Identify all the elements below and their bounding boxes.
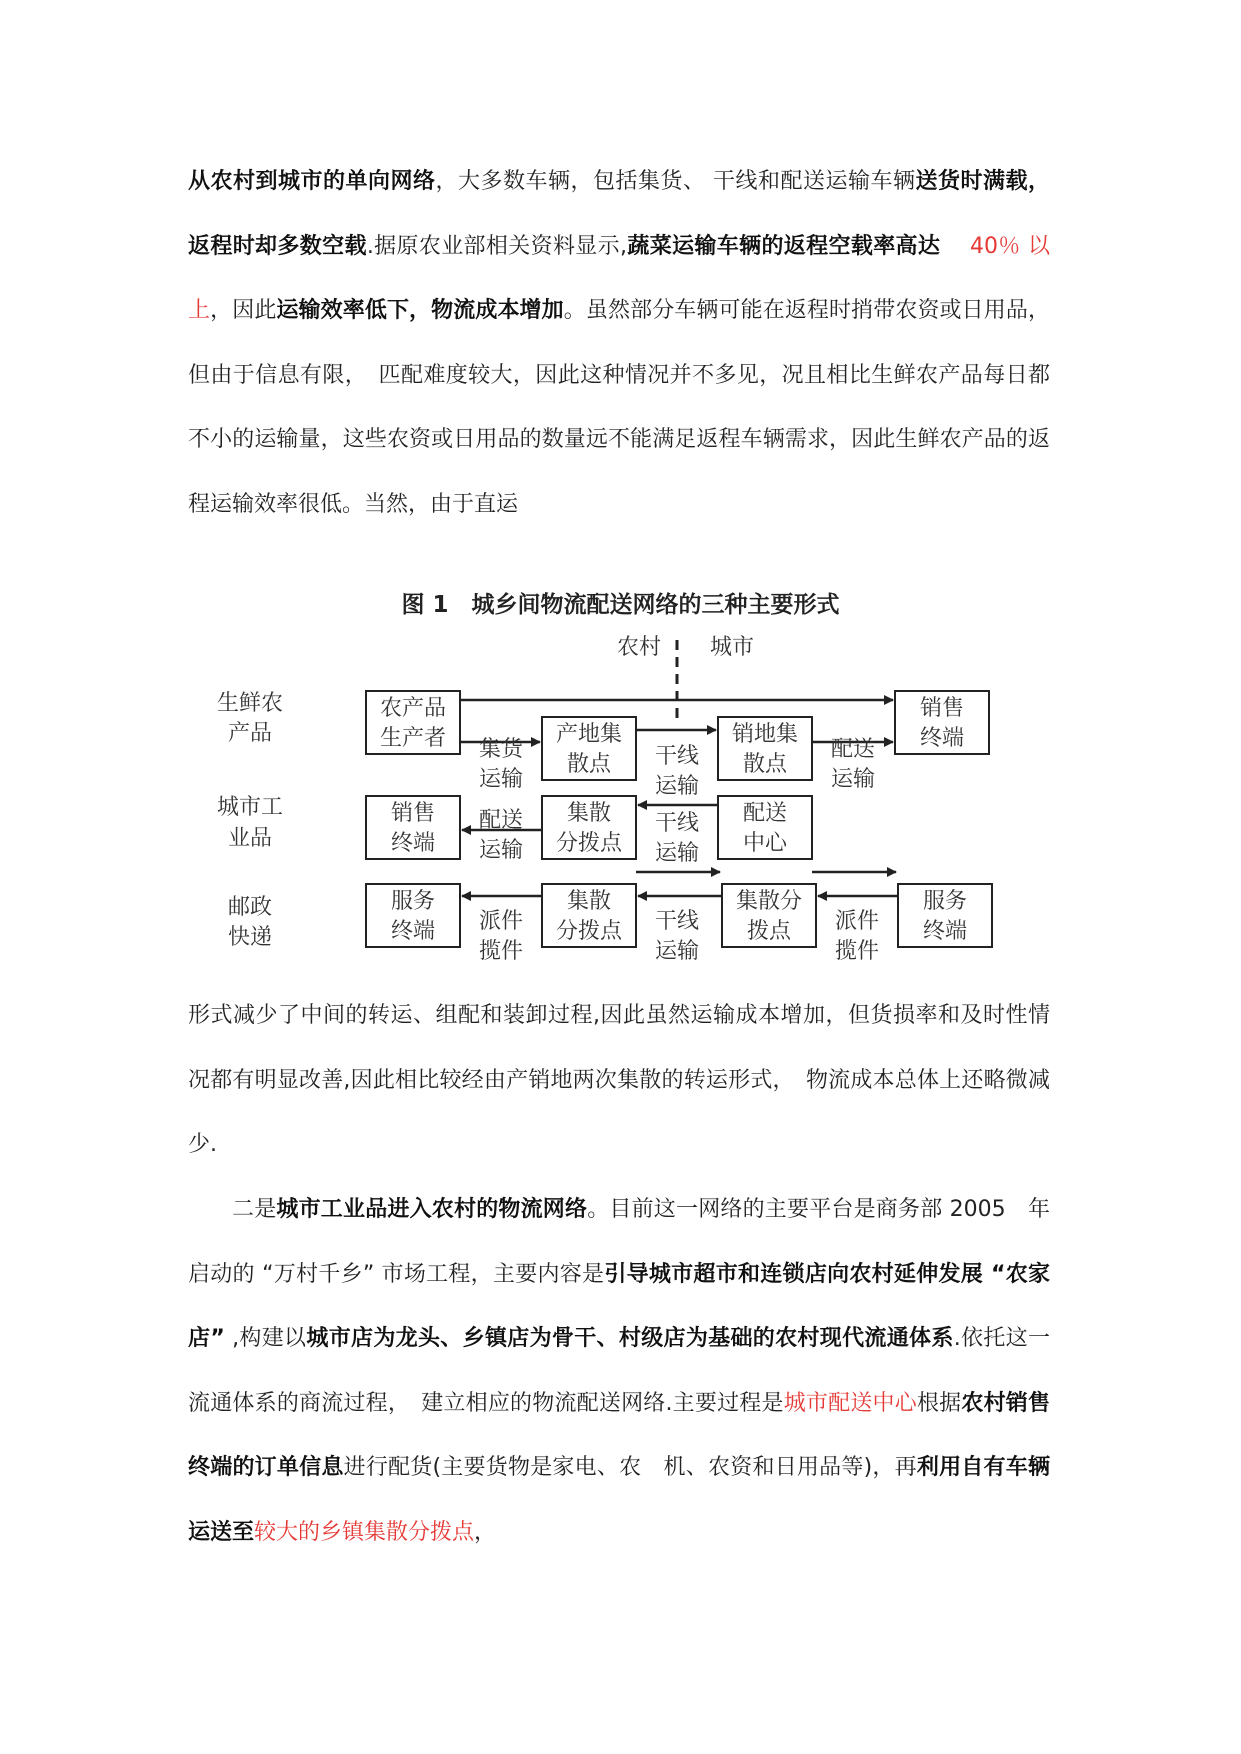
highlight-text: 较大的乡镇集散分拨点 [254, 1519, 475, 1545]
box-retail-terminal-urban-l2: 终端 [919, 726, 965, 751]
edge-label-collection-l2: 运输 [478, 767, 524, 792]
box-distribution-hub-rural-l2: 分拨点 [555, 831, 623, 856]
box-distribution-center-l1: 配送 [742, 801, 788, 826]
box-service-terminal-rural-l1: 服务 [390, 889, 436, 914]
edge-label-trunk-3-l1: 干线 [654, 909, 700, 934]
box-farm-producer-l1: 农产品 [379, 696, 447, 721]
emphasis-text: 蔬菜运输车辆的返程空载率高达 [627, 233, 941, 259]
body-text: 。虽然部分车辆可能在返程时捎带农资或日用品，但由于信息有限， 匹配难度较大，因此这种情况并不多见，况且相比生鲜农产品每日都不小的运输量，这些农资或日用品的数量远不能满足返程车辆需求，因此生鲜农产品的返程运输效率很低。当然，由于直运 [188, 298, 1050, 517]
box-retail-terminal-rural-l1: 销售 [390, 801, 436, 826]
edge-label-delivery-2-l1: 配送 [478, 808, 524, 833]
box-destination-hub-l1: 销地集 [731, 722, 799, 747]
box-sorting-hub-rural-l2: 分拨点 [555, 919, 623, 944]
edge-label-trunk-3-l2: 运输 [654, 939, 700, 964]
box-retail-terminal-rural-l2: 终端 [390, 831, 436, 856]
emphasis-text: 引导城市超市和连锁店向农村延伸发展 “农家店” [188, 1261, 1050, 1351]
body-text: ，因此 [210, 298, 277, 323]
box-origin-hub-l1: 产地集 [555, 722, 623, 747]
emphasis-text: 农村销售终端的订单信息 [188, 1390, 1050, 1480]
body-text: 根据 [916, 1390, 962, 1416]
edge-label-pickup-urban-l2: 揽件 [834, 939, 880, 964]
box-distribution-hub-rural-l1: 集散 [566, 801, 612, 826]
edge-label-pickup-rural-l2: 揽件 [478, 939, 524, 964]
row-label-fresh-produce-l1: 生鲜农 [216, 691, 284, 716]
edge-label-collection-l1: 集货 [478, 737, 524, 762]
edge-label-trunk-1-l2: 运输 [654, 774, 700, 799]
edge-label-pickup-urban-l1: 派件 [834, 909, 880, 934]
row-label-postal-express-l2: 快递 [227, 925, 273, 950]
emphasis-text: 运输效率低下，物流成本增加 [276, 298, 564, 323]
body-text: 进行配货(主要货物是家电、农 机、农资和日用品等)，再 [343, 1455, 917, 1480]
box-destination-hub-l2: 散点 [742, 752, 788, 777]
edge-label-trunk-1-l1: 干线 [654, 744, 700, 769]
body-text: 二是 [232, 1197, 277, 1222]
highlight-text: 40％ 以上 [188, 233, 1050, 323]
emphasis-text: 利用自有车辆运送至 [188, 1455, 1050, 1545]
body-text: ,构建以 [224, 1326, 307, 1351]
box-service-terminal-urban-l2: 终端 [922, 919, 968, 944]
edge-label-pickup-rural-l1: 派件 [478, 909, 524, 934]
emphasis-text: 从农村到城市的单向网络 [188, 169, 436, 194]
row-label-postal-express-l1: 邮政 [227, 895, 273, 920]
paragraph-2 [188, 984, 1050, 1178]
box-service-terminal-rural-l2: 终端 [390, 919, 436, 944]
body-text: ， [474, 1519, 497, 1545]
emphasis-text: 城市工业品进入农村的物流网络 [276, 1197, 588, 1222]
box-distribution-center-l2: 中心 [742, 831, 788, 856]
body-text: 形式减少了中间的转运、组配和装卸过程,因此虽然运输成本增加，但货损率和及时性情况都有明显改善,因此相比较经由产销地两次集散的转运形式， 物流成本总体上还略微减少. [188, 1003, 1050, 1157]
row-label-fresh-produce-l2: 产品 [227, 721, 273, 746]
body-text: .依托这一流通体系的商流过程， 建立相应的物流配送网络.主要过程是 [188, 1326, 1050, 1416]
box-retail-terminal-urban-l1: 销售 [919, 696, 965, 721]
row-label-industrial-goods-l1: 城市工 [216, 795, 284, 820]
box-sorting-hub-rural-l1: 集散 [566, 889, 612, 914]
box-origin-hub-l2: 散点 [566, 752, 612, 777]
urban-label: 城市 [710, 635, 755, 660]
edge-label-delivery-1-l2: 运输 [830, 767, 876, 792]
row-label-industrial-goods-l2: 业品 [227, 826, 273, 851]
paragraph-3 [188, 1178, 1050, 1565]
figure-title: 图 1 城乡间物流配送网络的三种主要形式 [401, 592, 840, 618]
body-text: .据原农业部相关资料显示, [366, 233, 627, 259]
body-text: ，大多数车辆，包括集货、 干线和配送运输车辆 [435, 169, 916, 194]
emphasis-text: 送货时满载，返程时却多数空载 [188, 169, 1050, 259]
highlight-text: 城市配送中心 [783, 1390, 917, 1416]
body-text: 。目前这一网络的主要平台是商务部 2005 年启动的 “万村千乡” 市场工程，主要内容是 [188, 1197, 1050, 1287]
emphasis-text: 城市店为龙头、乡镇店为骨干、村级店为基础的农村现代流通体系 [306, 1326, 954, 1351]
box-sorting-hub-urban-l2: 拨点 [746, 919, 792, 944]
edge-label-trunk-2-l2: 运输 [654, 841, 700, 866]
box-farm-producer-l2: 生产者 [379, 726, 447, 751]
edge-label-trunk-2-l1: 干线 [654, 811, 700, 836]
edge-label-delivery-1-l1: 配送 [830, 737, 876, 762]
rural-label: 农村 [616, 635, 661, 660]
box-service-terminal-urban-l1: 服务 [922, 889, 968, 914]
box-sorting-hub-urban-l1: 集散分 [735, 889, 803, 914]
edge-label-delivery-2-l2: 运输 [478, 838, 524, 863]
